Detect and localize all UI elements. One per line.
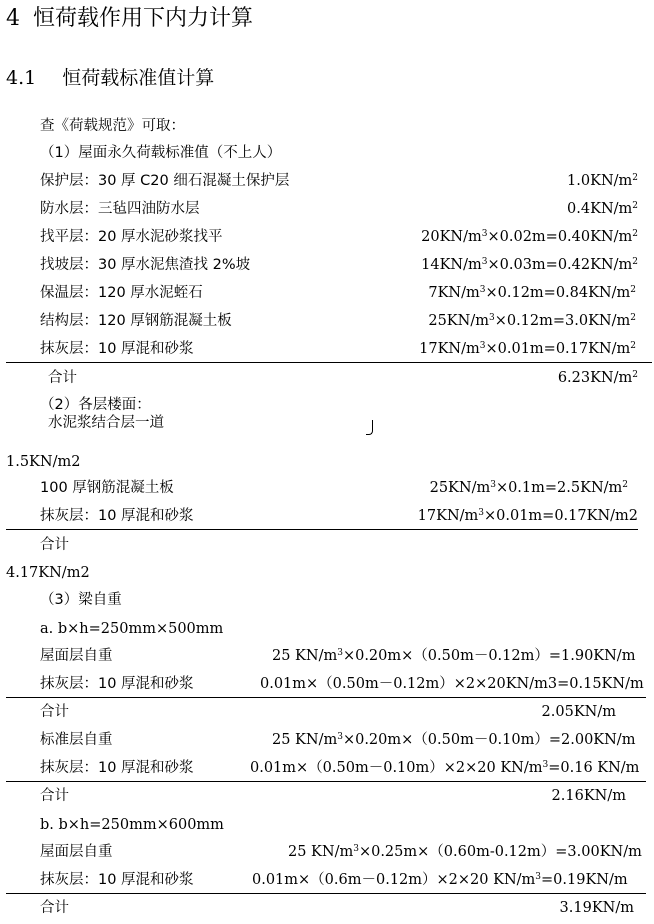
sec1-title: （1）屋面永久荷载标准值（不上人） bbox=[40, 145, 282, 161]
beam-row-value: 0.01m×（0.50m－0.12m）×2×20KN/m3=0.15KN/m bbox=[260, 676, 644, 692]
sec2-total-label: 合计 bbox=[40, 537, 69, 553]
sec2-row-value: $25KN/m^3\times 0.1m=2.5KN/m^2$ bbox=[429, 480, 628, 496]
section-number: 4.1 bbox=[6, 67, 37, 89]
sec1-row-label: 找坡层：30 厚水泥焦渣找 2%坡 bbox=[40, 257, 251, 273]
sec2-row-value: $17KN/m^3\times 0.01m=0.17KN/m2$ bbox=[417, 508, 638, 524]
sec3-b-title: b. b×h=250mm×600mm bbox=[40, 817, 224, 833]
sec1-total-value: $6.23KN/m^2$ bbox=[557, 370, 638, 386]
chapter-heading bbox=[6, 8, 253, 30]
beam-row-value: 25 $KN/m^3\times 0.20m\times(0.50m-0.10m)=2.00KN/m$ bbox=[272, 732, 636, 748]
sum-rule bbox=[6, 781, 646, 782]
sec1-row-value: $0.4KN/m^2$ bbox=[567, 201, 638, 217]
beam-row-label: 标准层自重 bbox=[40, 732, 113, 748]
beam-row-value: 0.01m×（0.50m－0.10m）×2×20 $KN/m^3=0.16$ KN/m bbox=[250, 760, 640, 776]
beam-total-value: 2.16KN/m bbox=[551, 788, 626, 804]
beam-total-value: 2.05KN/m bbox=[541, 704, 616, 720]
beam-row-label: 屋面层自重 bbox=[40, 648, 113, 664]
sec1-row-label: 保护层：30 厚 C20 细石混凝土保护层 bbox=[40, 173, 290, 189]
beam-row-value: 25 $KN/m^3\times 0.20m\times(0.50m-0.12m)=1.90KN/m$ bbox=[272, 648, 636, 664]
sec1-row-label: 抹灰层：10 厚混和砂浆 bbox=[40, 341, 194, 357]
sec1-row-value: $1.0KN/m^2$ bbox=[567, 173, 638, 189]
sec3-a-title: a. b×h=250mm×500mm bbox=[40, 621, 224, 637]
beam-row-value: 25 $KN/m^3\times 0.25m\times(0.60m-0.12m)=3.00KN/m$ bbox=[288, 844, 642, 860]
sec3-title: （3）梁自重 bbox=[40, 592, 122, 608]
sec2-value1: 1.5KN/m2 bbox=[6, 454, 81, 470]
sum-rule bbox=[6, 529, 638, 530]
sec1-row-label: 结构层：120 厚钢筋混凝土板 bbox=[40, 313, 232, 329]
sum-rule bbox=[6, 697, 646, 698]
sec2-row-label: 抹灰层：10 厚混和砂浆 bbox=[40, 508, 194, 524]
sec1-row-label: 找平层：20 厚水泥砂浆找平 bbox=[40, 229, 223, 245]
sec1-row-value: $25KN/m^3\times 0.12m=3.0KN/m^2$ bbox=[428, 313, 636, 329]
sec1-row-value: $17KN/m^3\times 0.01m=0.17KN/m^2$ bbox=[419, 341, 636, 357]
sec2-total-value: 4.17KN/m2 bbox=[6, 565, 90, 581]
sec2-row-label: 100 厚钢筋混凝土板 bbox=[40, 480, 174, 496]
sec1-total-label: 合计 bbox=[48, 370, 77, 386]
sec2-line1: 水泥浆结合层一道 bbox=[48, 415, 164, 431]
section-heading bbox=[6, 69, 214, 88]
beam-row-label: 抹灰层：10 厚混和砂浆 bbox=[40, 872, 194, 888]
sum-rule bbox=[6, 893, 646, 894]
sum-rule bbox=[6, 362, 652, 363]
beam-row-value: 0.01m×（0.6m－0.12m）×2×20 $KN/m^3=0.19KN/m$ bbox=[252, 872, 628, 888]
beam-total-value: 3.19KN/m bbox=[559, 900, 634, 916]
sec1-row-value: $14KN/m^3\times 0.03m=0.42KN/m^2$ bbox=[421, 257, 638, 273]
sec1-row-label: 防水层：三毡四油防水层 bbox=[40, 201, 200, 217]
sec1-row-value: $20KN/m^3\times 0.02m=0.40KN/m^2$ bbox=[421, 229, 638, 245]
beam-row-label: 抹灰层：10 厚混和砂浆 bbox=[40, 676, 194, 692]
beam-total-label: 合计 bbox=[40, 788, 69, 804]
beam-total-label: 合计 bbox=[40, 704, 69, 720]
beam-row-label: 屋面层自重 bbox=[40, 844, 113, 860]
text-cursor-icon bbox=[366, 420, 373, 435]
beam-total-label: 合计 bbox=[40, 900, 69, 916]
sec1-row-label: 保温层：120 厚水泥蛭石 bbox=[40, 285, 203, 301]
chapter-number: 4 bbox=[6, 6, 20, 31]
intro-text: 查《荷载规范》可取： bbox=[40, 118, 185, 134]
section-title: 恒荷载标准值计算 bbox=[62, 67, 215, 89]
sec1-row-value: $7KN/m^3\times 0.12m=0.84KN/m^2$ bbox=[428, 285, 636, 301]
chapter-title: 恒荷载作用下内力计算 bbox=[33, 6, 254, 31]
sec2-title: （2）各层楼面： bbox=[40, 397, 151, 413]
beam-row-label: 抹灰层：10 厚混和砂浆 bbox=[40, 760, 194, 776]
